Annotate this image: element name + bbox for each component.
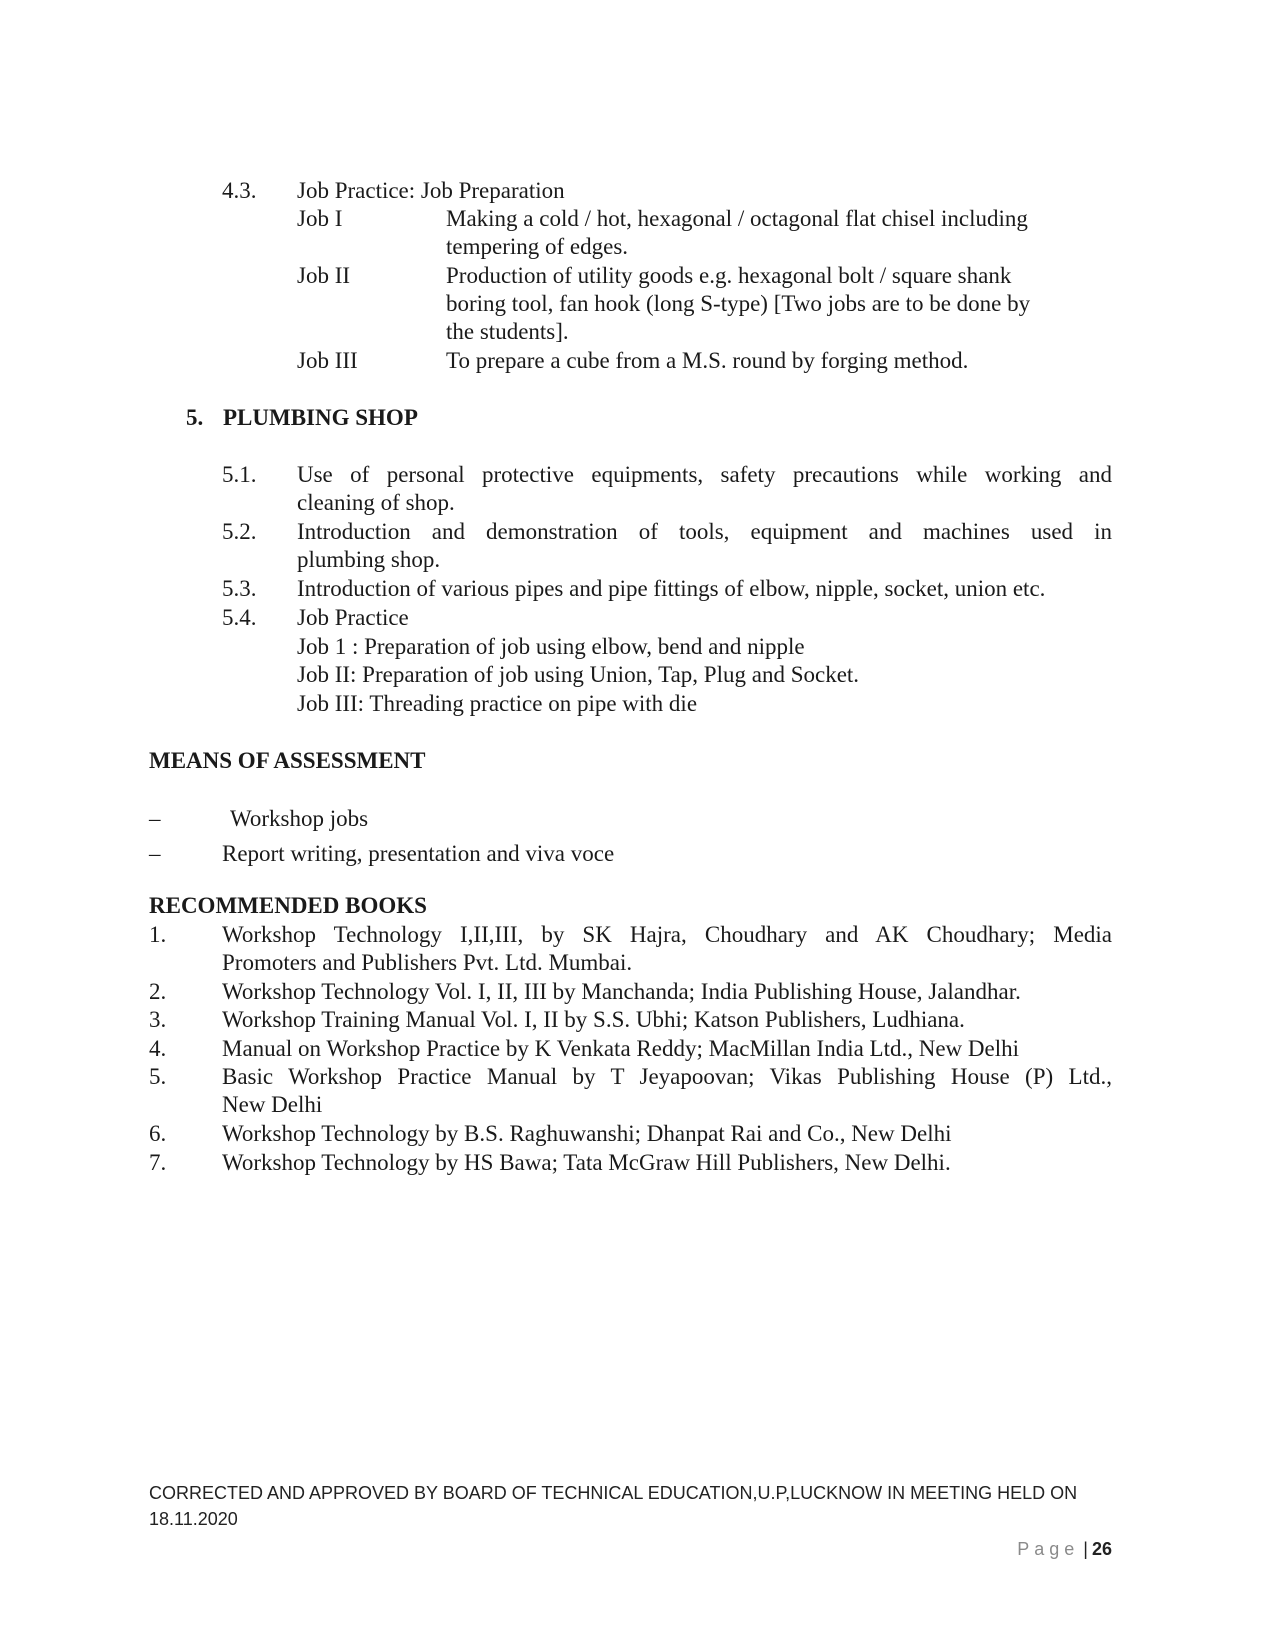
assessment-item: Report writing, presentation and viva voce xyxy=(222,841,615,866)
job-description-line: boring tool, fan hook (long S-type) [Two jobs are to be done by xyxy=(446,291,1031,316)
item-text-line: Introduction and demonstration of tools, equipment and machines used in xyxy=(297,519,1112,544)
page-label: Page xyxy=(1017,1539,1080,1559)
book-entry-line: Manual on Workshop Practice by K Venkata Reddy; MacMillan India Ltd., New Delhi xyxy=(222,1036,1020,1061)
item-text-line: cleaning of shop. xyxy=(297,490,455,515)
job-label: Job I xyxy=(297,206,343,231)
book-number: 7. xyxy=(149,1150,167,1175)
item-text-line: Use of personal protective equipments, safety precautions while working and xyxy=(297,462,1112,487)
book-entry-line: Workshop Technology by B.S. Raghuwanshi; Dhanpat Rai and Co., New Delhi xyxy=(222,1121,952,1146)
item-text-line: plumbing shop. xyxy=(297,547,441,572)
section-number: 4.3. xyxy=(222,178,257,203)
heading-number: 5. xyxy=(186,405,204,430)
footer-date: 18.11.2020 xyxy=(149,1509,238,1529)
plumbing-shop-heading: PLUMBING SHOP xyxy=(223,405,418,430)
book-entry-line: Basic Workshop Practice Manual by T Jeyapoovan; Vikas Publishing House (P) Ltd., xyxy=(222,1064,1112,1089)
plumbing-job-line: Job 1 : Preparation of job using elbow, bend and nipple xyxy=(297,634,805,659)
item-number: 5.3. xyxy=(222,576,257,601)
job-description-line: Making a cold / hot, hexagonal / octagonal flat chisel including xyxy=(446,206,1028,231)
page-number: 26 xyxy=(1091,1539,1112,1559)
job-label: Job II xyxy=(297,263,351,288)
item-number: 5.2. xyxy=(222,519,257,544)
job-label: Job III xyxy=(297,348,358,373)
page-number-block xyxy=(1000,1539,1112,1560)
item-number: 5.4. xyxy=(222,605,257,630)
assessment-heading: MEANS OF ASSESSMENT xyxy=(149,748,426,773)
book-entry-line: Workshop Technology I,II,III, by SK Hajra, Choudhary and AK Choudhary; Media xyxy=(222,922,1112,947)
section-title: Job Practice: Job Preparation xyxy=(297,178,565,203)
list-bullet: – xyxy=(149,841,161,866)
assessment-item: Workshop jobs xyxy=(230,806,369,831)
book-entry-line: Promoters and Publishers Pvt. Ltd. Mumbai. xyxy=(222,950,633,975)
footer-approval-line: CORRECTED AND APPROVED BY BOARD OF TECHNICAL EDUCATION,U.P,LUCKNOW IN MEETING HELD ON xyxy=(149,1483,1078,1503)
page-separator: | xyxy=(1083,1539,1088,1559)
job-description-line: To prepare a cube from a M.S. round by forging method. xyxy=(446,348,969,373)
item-text-line: Introduction of various pipes and pipe fittings of elbow, nipple, socket, union etc. xyxy=(297,576,1046,601)
plumbing-job-line: Job II: Preparation of job using Union, Tap, Plug and Socket. xyxy=(297,662,860,687)
list-bullet: – xyxy=(149,806,161,831)
book-number: 1. xyxy=(149,922,167,947)
book-number: 2. xyxy=(149,979,167,1004)
book-number: 3. xyxy=(149,1007,167,1032)
book-entry-line: New Delhi xyxy=(222,1092,323,1117)
book-number: 4. xyxy=(149,1036,167,1061)
job-description-line: Production of utility goods e.g. hexagonal bolt / square shank xyxy=(446,263,1012,288)
book-entry-line: Workshop Technology by HS Bawa; Tata McGraw Hill Publishers, New Delhi. xyxy=(222,1150,951,1175)
job-description-line: tempering of edges. xyxy=(446,234,629,259)
book-number: 6. xyxy=(149,1121,167,1146)
books-heading: RECOMMENDED BOOKS xyxy=(149,893,427,918)
job-description-line: the students]. xyxy=(446,319,569,344)
item-text-line: Job Practice xyxy=(297,605,409,630)
book-entry-line: Workshop Technology Vol. I, II, III by Manchanda; India Publishing House, Jalandhar. xyxy=(222,979,1021,1004)
item-number: 5.1. xyxy=(222,462,257,487)
plumbing-job-line: Job III: Threading practice on pipe with die xyxy=(297,691,698,716)
book-number: 5. xyxy=(149,1064,167,1089)
book-entry-line: Workshop Training Manual Vol. I, II by S.S. Ubhi; Katson Publishers, Ludhiana. xyxy=(222,1007,965,1032)
